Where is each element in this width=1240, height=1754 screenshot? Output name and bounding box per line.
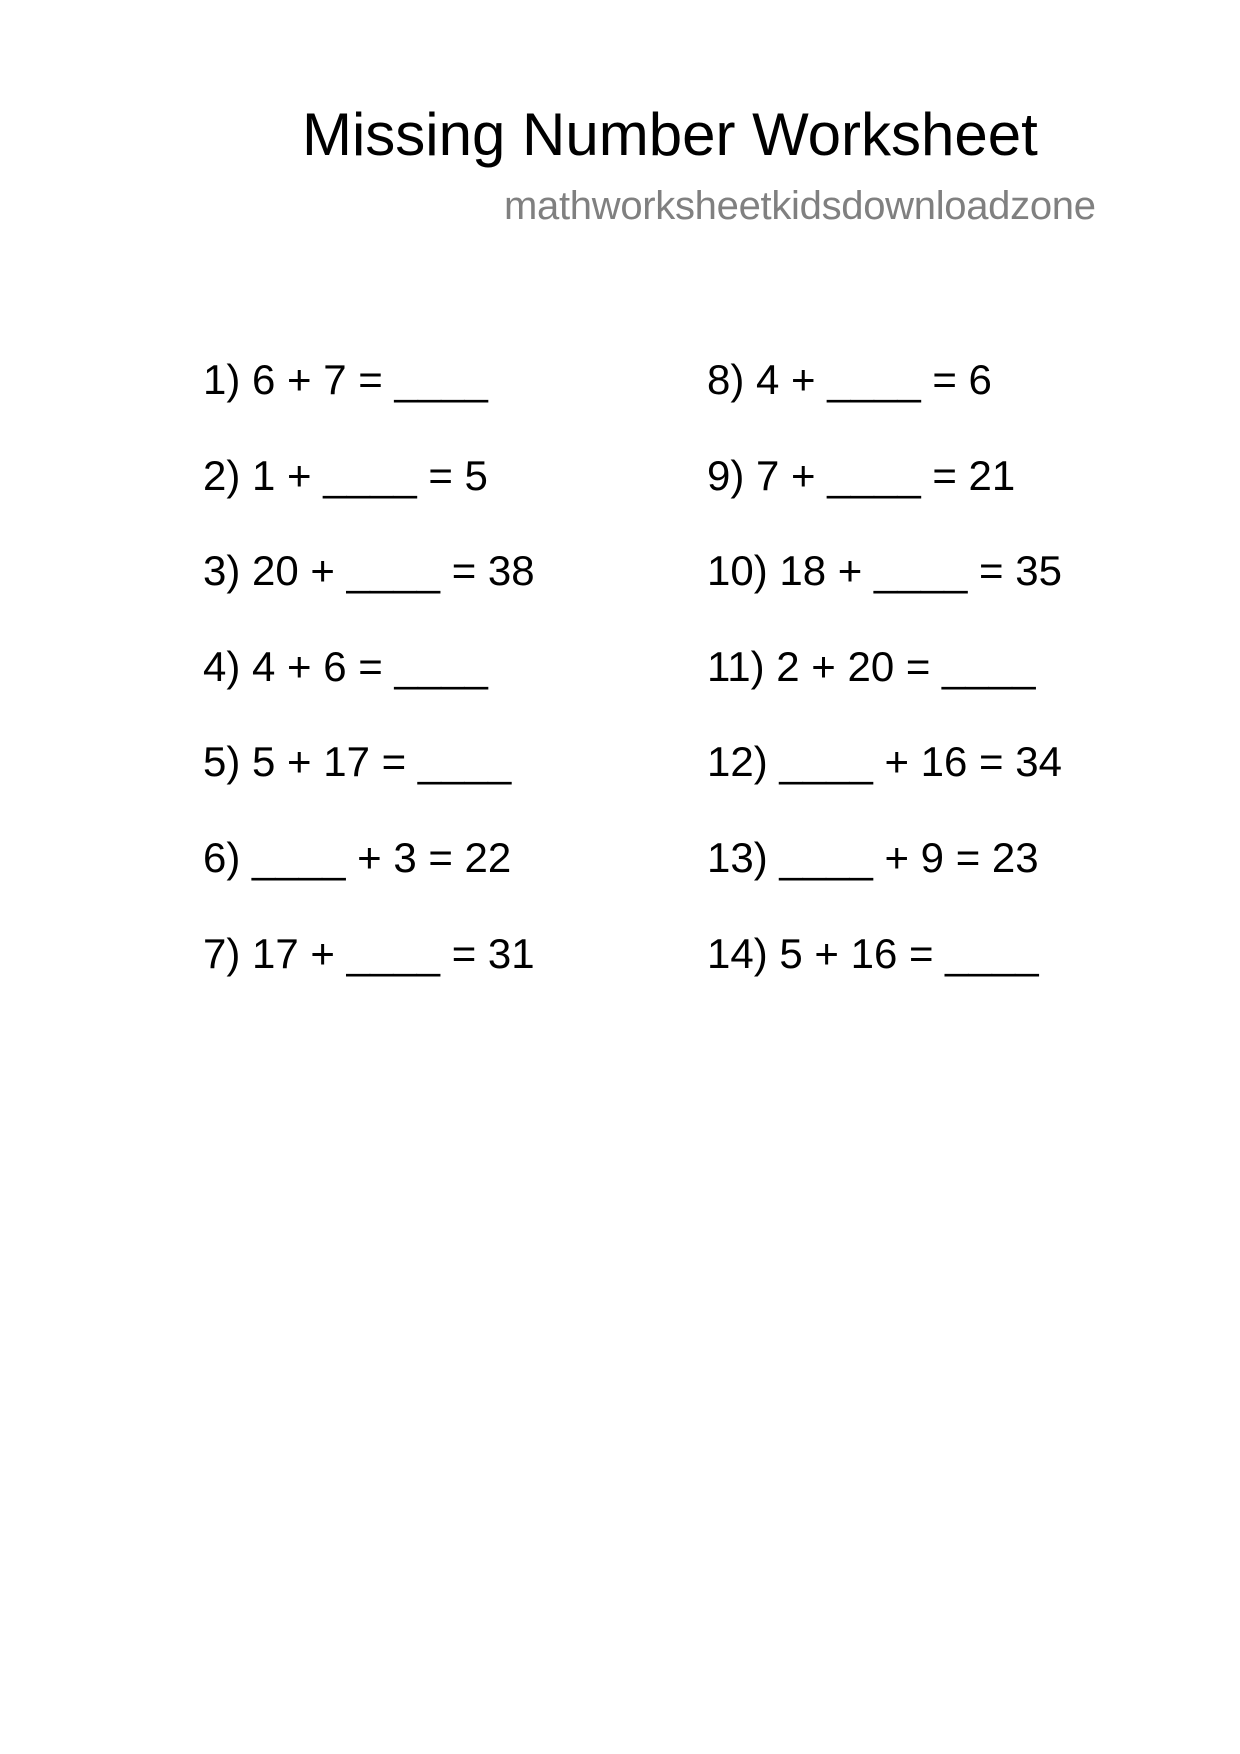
problems-left-column	[203, 354, 535, 1023]
problem-12: 12) ____ + 16 = 34	[707, 738, 1062, 786]
problem-14: 14) 5 + 16 = ____	[707, 929, 1039, 977]
problem-13: 13) ____ + 9 = 23	[707, 833, 1039, 881]
problem-3: 3) 20 + ____ = 38	[203, 547, 535, 595]
problem-7: 7) 17 + ____ = 31	[203, 929, 535, 977]
website-credit: mathworksheetkidsdownloadzone	[504, 184, 1096, 228]
problem-10: 10) 18 + ____ = 35	[707, 547, 1062, 595]
problem-4: 4) 4 + 6 = ____	[203, 642, 488, 690]
problem-6: 6) ____ + 3 = 22	[203, 833, 512, 881]
problems-right-column	[707, 354, 1062, 1023]
problem-9: 9) 7 + ____ = 21	[707, 451, 1016, 499]
problem-8: 8) 4 + ____ = 6	[707, 356, 992, 403]
problem-5: 5) 5 + 17 = ____	[203, 738, 512, 786]
problem-11: 11) 2 + 20 = ____	[707, 642, 1036, 690]
problem-2: 2) 1 + ____ = 5	[203, 451, 488, 499]
problem-1: 1) 6 + 7 = ____	[203, 356, 488, 403]
worksheet-title: Missing Number Worksheet	[302, 101, 1038, 168]
